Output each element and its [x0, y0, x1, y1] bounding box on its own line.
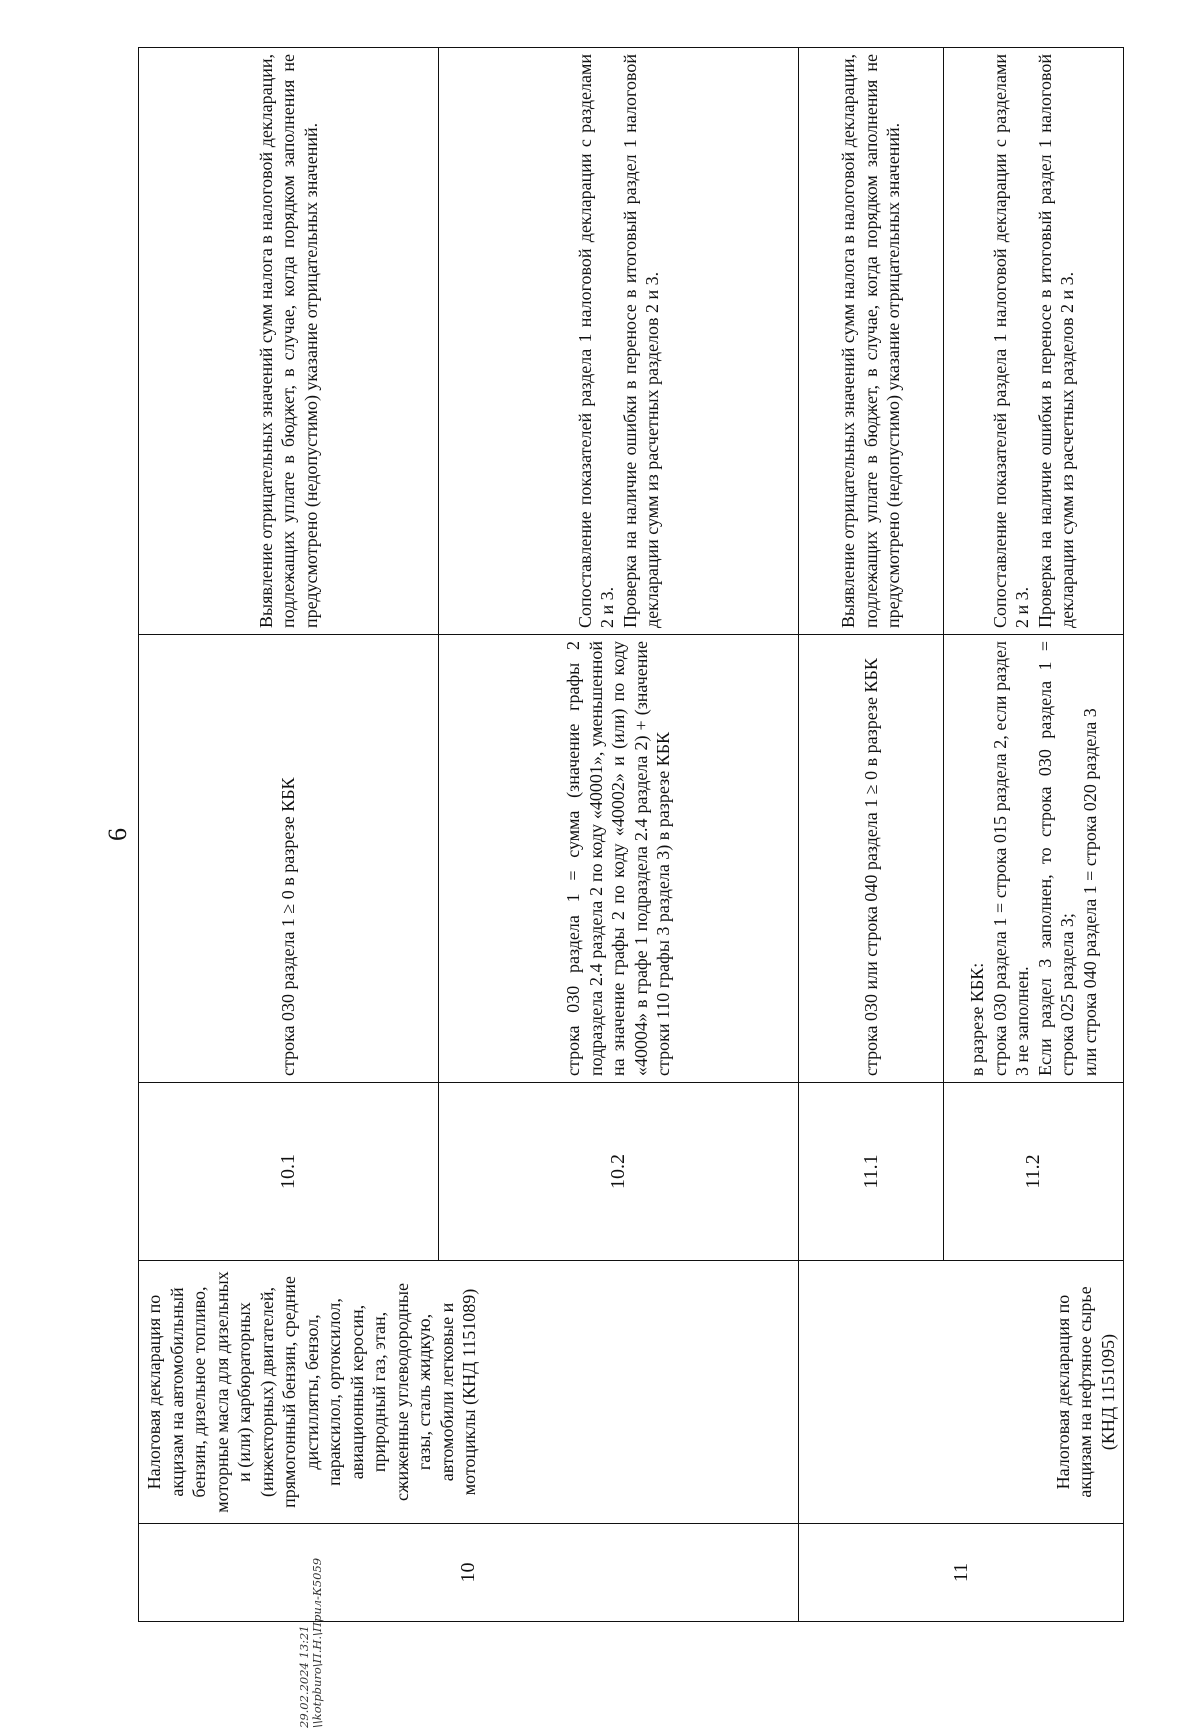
row-number-cell: 11 — [799, 1524, 1124, 1622]
condition-line: или строка 040 раздела 1 = строка 020 раздела 3 — [1079, 708, 1100, 1076]
condition-cell: строка 030 раздела 1 = сумма (значение графы 2 подраздела 2.4 раздела 2 по коду «40001», уменьшенной на значение графы 2 по коду «40002» и (или) по коду «40004» в графе 1 подраздела 2.4 раздела 2) + (значение строки 110 графы 3 раздела 3) в разрезе КБК — [439, 635, 799, 1083]
check-code-cell: 11.1 — [799, 1083, 944, 1261]
condition-cell: строка 030 или строка 040 раздела 1 ≥ 0 в разрезе КБК — [799, 635, 944, 1083]
description-cell — [944, 48, 1124, 635]
check-code-cell: 11.2 — [944, 1083, 1124, 1261]
description-line: Проверка на наличие ошибки в переносе в итоговый раздел 1 налоговой декларации сумм из расчетных разделов 2 и 3. — [1034, 54, 1077, 628]
condition-cell: строка 030 раздела 1 ≥ 0 в разрезе КБК — [139, 635, 439, 1083]
condition-cell — [944, 635, 1124, 1083]
checks-table — [138, 47, 1124, 1622]
description-line: Проверка на наличие ошибки в переносе в итоговый раздел 1 налоговой декларации сумм из расчетных разделов 2 и 3. — [619, 54, 662, 628]
description-cell: Выявление отрицательных значений сумм налога в налоговой декларации, подлежащих уплате в бюджет, в случае, когда порядком заполнения не предусмотрено (недопустимо) указание отрицательных значений. — [799, 48, 944, 635]
declaration-cell: Налоговая декларация по акцизам на автомобильный бензин, дизельное топливо, моторные масла для дизельных и (или) карбюраторных (инжекторных) двигателей, прямогонный бензин, средние дистилляты, бензол, параксилол, ортоксилол, авиационный керосин, природный газ, этан, сжиженные углеводородные газы, сталь жидкую, автомобили легковые и мотоциклы (КНД 1151089) — [139, 1261, 799, 1524]
footer-timestamp: 29.02.2024 13:21 — [297, 1625, 311, 1728]
check-code-cell: 10.2 — [439, 1083, 799, 1261]
condition-line: строка 030 раздела 1 = строка 015 раздела 2, если раздел 3 не заполнен. — [989, 641, 1032, 1076]
check-code-cell: 10.1 — [139, 1083, 439, 1261]
description-cell: Выявление отрицательных значений сумм налога в налоговой декларации, подлежащих уплате в бюджет, в случае, когда порядком заполнения не предусмотрено (недопустимо) указание отрицательных значений. — [139, 48, 439, 635]
rotated-content — [98, 47, 1118, 1622]
description-cell — [439, 48, 799, 635]
table-row — [139, 48, 439, 1622]
condition-line: Если раздел 3 заполнен, то строка 030 раздела 1 = строка 025 раздела 3; — [1034, 641, 1077, 1076]
row-number-cell: 10 — [139, 1524, 799, 1622]
description-line: Сопоставление показателей раздела 1 налоговой декларации с разделами 2 и 3. — [989, 54, 1032, 628]
condition-line: в разрезе КБК: — [967, 962, 987, 1076]
footer-stamp — [298, 1558, 324, 1728]
table-row — [799, 48, 944, 1622]
page-number: 6 — [103, 828, 132, 841]
declaration-cell: Налоговая декларация по акцизам на нефтяное сырье (КНД 1151095) — [799, 1261, 1124, 1524]
footer-path: \\kotpburo\П.Н.\Прил-К5059 — [310, 1557, 324, 1728]
description-line: Сопоставление показателей раздела 1 налоговой декларации с разделами 2 и 3. — [574, 54, 617, 628]
